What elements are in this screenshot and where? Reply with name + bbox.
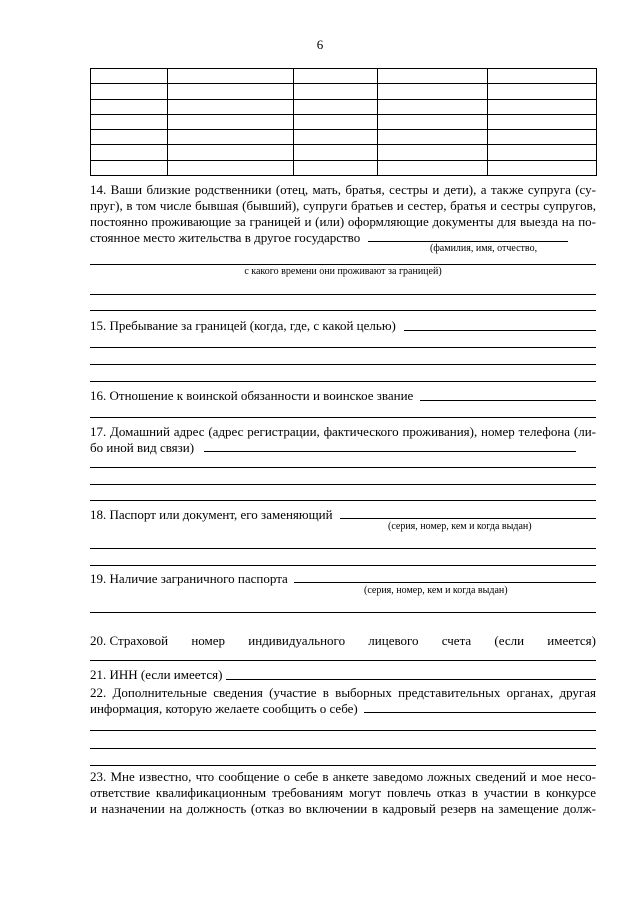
q17-answer-line-3[interactable] — [90, 484, 596, 485]
q18-label: 18. Паспорт или документ, его заменяющий — [90, 507, 333, 522]
q14-line-3: постоянно проживающие за границей и (или) оформляющие документы для выезда на по- — [90, 214, 596, 229]
q16-label: 16. Отношение к воинской обязанности и воинское звание — [90, 388, 414, 403]
table-cell[interactable] — [168, 84, 294, 99]
q17-answer-line-2[interactable] — [90, 467, 596, 468]
table-cell[interactable] — [488, 69, 597, 84]
table-cell[interactable] — [378, 114, 488, 129]
q22-line-1: 22. Дополнительные сведения (участие в выборных представительных органах, другая — [90, 685, 596, 700]
q14-answer-line-4[interactable] — [90, 310, 596, 311]
table-cell[interactable] — [378, 145, 488, 160]
relatives-table — [90, 68, 597, 176]
q15-answer-line-3[interactable] — [90, 364, 596, 365]
table-cell[interactable] — [378, 160, 488, 175]
q22-answer-line-1[interactable] — [364, 712, 596, 713]
q22-answer-line-3[interactable] — [90, 748, 596, 749]
table-cell[interactable] — [168, 160, 294, 175]
q20-word: индивидуального — [248, 633, 346, 648]
q17-answer-line-1[interactable] — [204, 451, 576, 452]
table-cell[interactable] — [168, 69, 294, 84]
q16-answer-line-2[interactable] — [90, 417, 596, 418]
table-cell[interactable] — [488, 160, 597, 175]
table-cell[interactable] — [294, 145, 378, 160]
table-cell[interactable] — [91, 160, 168, 175]
table-cell[interactable] — [294, 130, 378, 145]
table-cell[interactable] — [488, 84, 597, 99]
table-row — [91, 114, 597, 129]
table-cell[interactable] — [378, 84, 488, 99]
q17-answer-line-4[interactable] — [90, 500, 596, 501]
q18-answer-line-2[interactable] — [90, 548, 596, 549]
q14-line-2: пруг), в том числе бывшая (бывший), супруги братьев и сестер, братья и сестры супругов, — [90, 198, 596, 213]
table-cell[interactable] — [91, 99, 168, 114]
table-row — [91, 160, 597, 175]
q22-answer-line-4[interactable] — [90, 765, 596, 766]
table-row — [91, 69, 597, 84]
table-cell[interactable] — [488, 99, 597, 114]
q19-answer-line-1[interactable] — [294, 582, 596, 583]
table-cell[interactable] — [378, 130, 488, 145]
q19-answer-line-2[interactable] — [90, 612, 596, 613]
q14-hint-2: с какого времени они проживают за границей) — [244, 266, 442, 277]
q20-word: 20. Страховой — [90, 633, 169, 648]
table-cell[interactable] — [91, 145, 168, 160]
q20-word: имеется) — [547, 633, 596, 648]
q17-line-2: бо иной вид связи) — [90, 440, 195, 455]
table-cell[interactable] — [488, 114, 597, 129]
q23-line-2: ответствие квалификационным требованиям могут повлечь отказ в участии в конкурсе — [90, 785, 596, 800]
table-cell[interactable] — [91, 84, 168, 99]
table-cell[interactable] — [168, 114, 294, 129]
table-cell[interactable] — [294, 160, 378, 175]
q22-line-2: информация, которую желаете сообщить о себе) — [90, 701, 358, 716]
q20-answer-line[interactable] — [90, 660, 596, 661]
table-cell[interactable] — [294, 114, 378, 129]
table-row — [91, 130, 597, 145]
q23-line-3: и назначении на должность (отказ во включении в кадровый резерв на замещение долж- — [90, 801, 596, 816]
q15-answer-line-1[interactable] — [404, 330, 596, 331]
table-cell[interactable] — [488, 145, 597, 160]
q14-line-4: стоянное место жительства в другое государство — [90, 230, 361, 245]
table-cell[interactable] — [168, 99, 294, 114]
q21-label: 21. ИНН (если имеется) — [90, 667, 223, 682]
q22-answer-line-2[interactable] — [90, 730, 596, 731]
table-row — [91, 99, 597, 114]
table-cell[interactable] — [488, 130, 597, 145]
table-cell[interactable] — [168, 145, 294, 160]
q18-hint: (серия, номер, кем и когда выдан) — [388, 521, 532, 532]
table-cell[interactable] — [378, 99, 488, 114]
q19-label: 19. Наличие заграничного паспорта — [90, 571, 288, 586]
q15-label: 15. Пребывание за границей (когда, где, с какой целью) — [90, 318, 396, 333]
table-cell[interactable] — [91, 130, 168, 145]
q20-word: лицевого — [368, 633, 419, 648]
table-row — [91, 84, 597, 99]
table-cell[interactable] — [168, 130, 294, 145]
q16-answer-line-1[interactable] — [420, 400, 596, 401]
q15-answer-line-2[interactable] — [90, 347, 596, 348]
page-number: 6 — [316, 37, 324, 52]
q17-line-1: 17. Домашний адрес (адрес регистрации, фактического проживания), номер телефона (ли- — [90, 424, 596, 439]
q18-answer-line-1[interactable] — [340, 518, 596, 519]
table-cell[interactable] — [91, 114, 168, 129]
q14-answer-line-1[interactable] — [368, 241, 568, 242]
q14-answer-line-3[interactable] — [90, 294, 596, 295]
q14-line-1: 14. Ваши близкие родственники (отец, мать, братья, сестры и дети), а также супруга (су- — [90, 182, 596, 197]
table-row — [91, 145, 597, 160]
q21-answer-line[interactable] — [226, 679, 596, 680]
q14-hint-1: (фамилия, имя, отчество, — [430, 243, 538, 254]
q20-word: (если — [494, 633, 525, 648]
q18-answer-line-3[interactable] — [90, 565, 596, 566]
q15-answer-line-4[interactable] — [90, 381, 596, 382]
table-cell[interactable] — [294, 69, 378, 84]
q20-label — [90, 633, 596, 649]
table-cell[interactable] — [378, 69, 488, 84]
table-cell[interactable] — [294, 99, 378, 114]
q20-word: счета — [441, 633, 472, 648]
q23-line-1: 23. Мне известно, что сообщение о себе в анкете заведомо ложных сведений и мое несо- — [90, 769, 596, 784]
q14-answer-line-2[interactable] — [90, 264, 596, 265]
table-cell[interactable] — [91, 69, 168, 84]
table-cell[interactable] — [294, 84, 378, 99]
q20-word: номер — [191, 633, 226, 648]
q19-hint: (серия, номер, кем и когда выдан) — [364, 585, 508, 596]
